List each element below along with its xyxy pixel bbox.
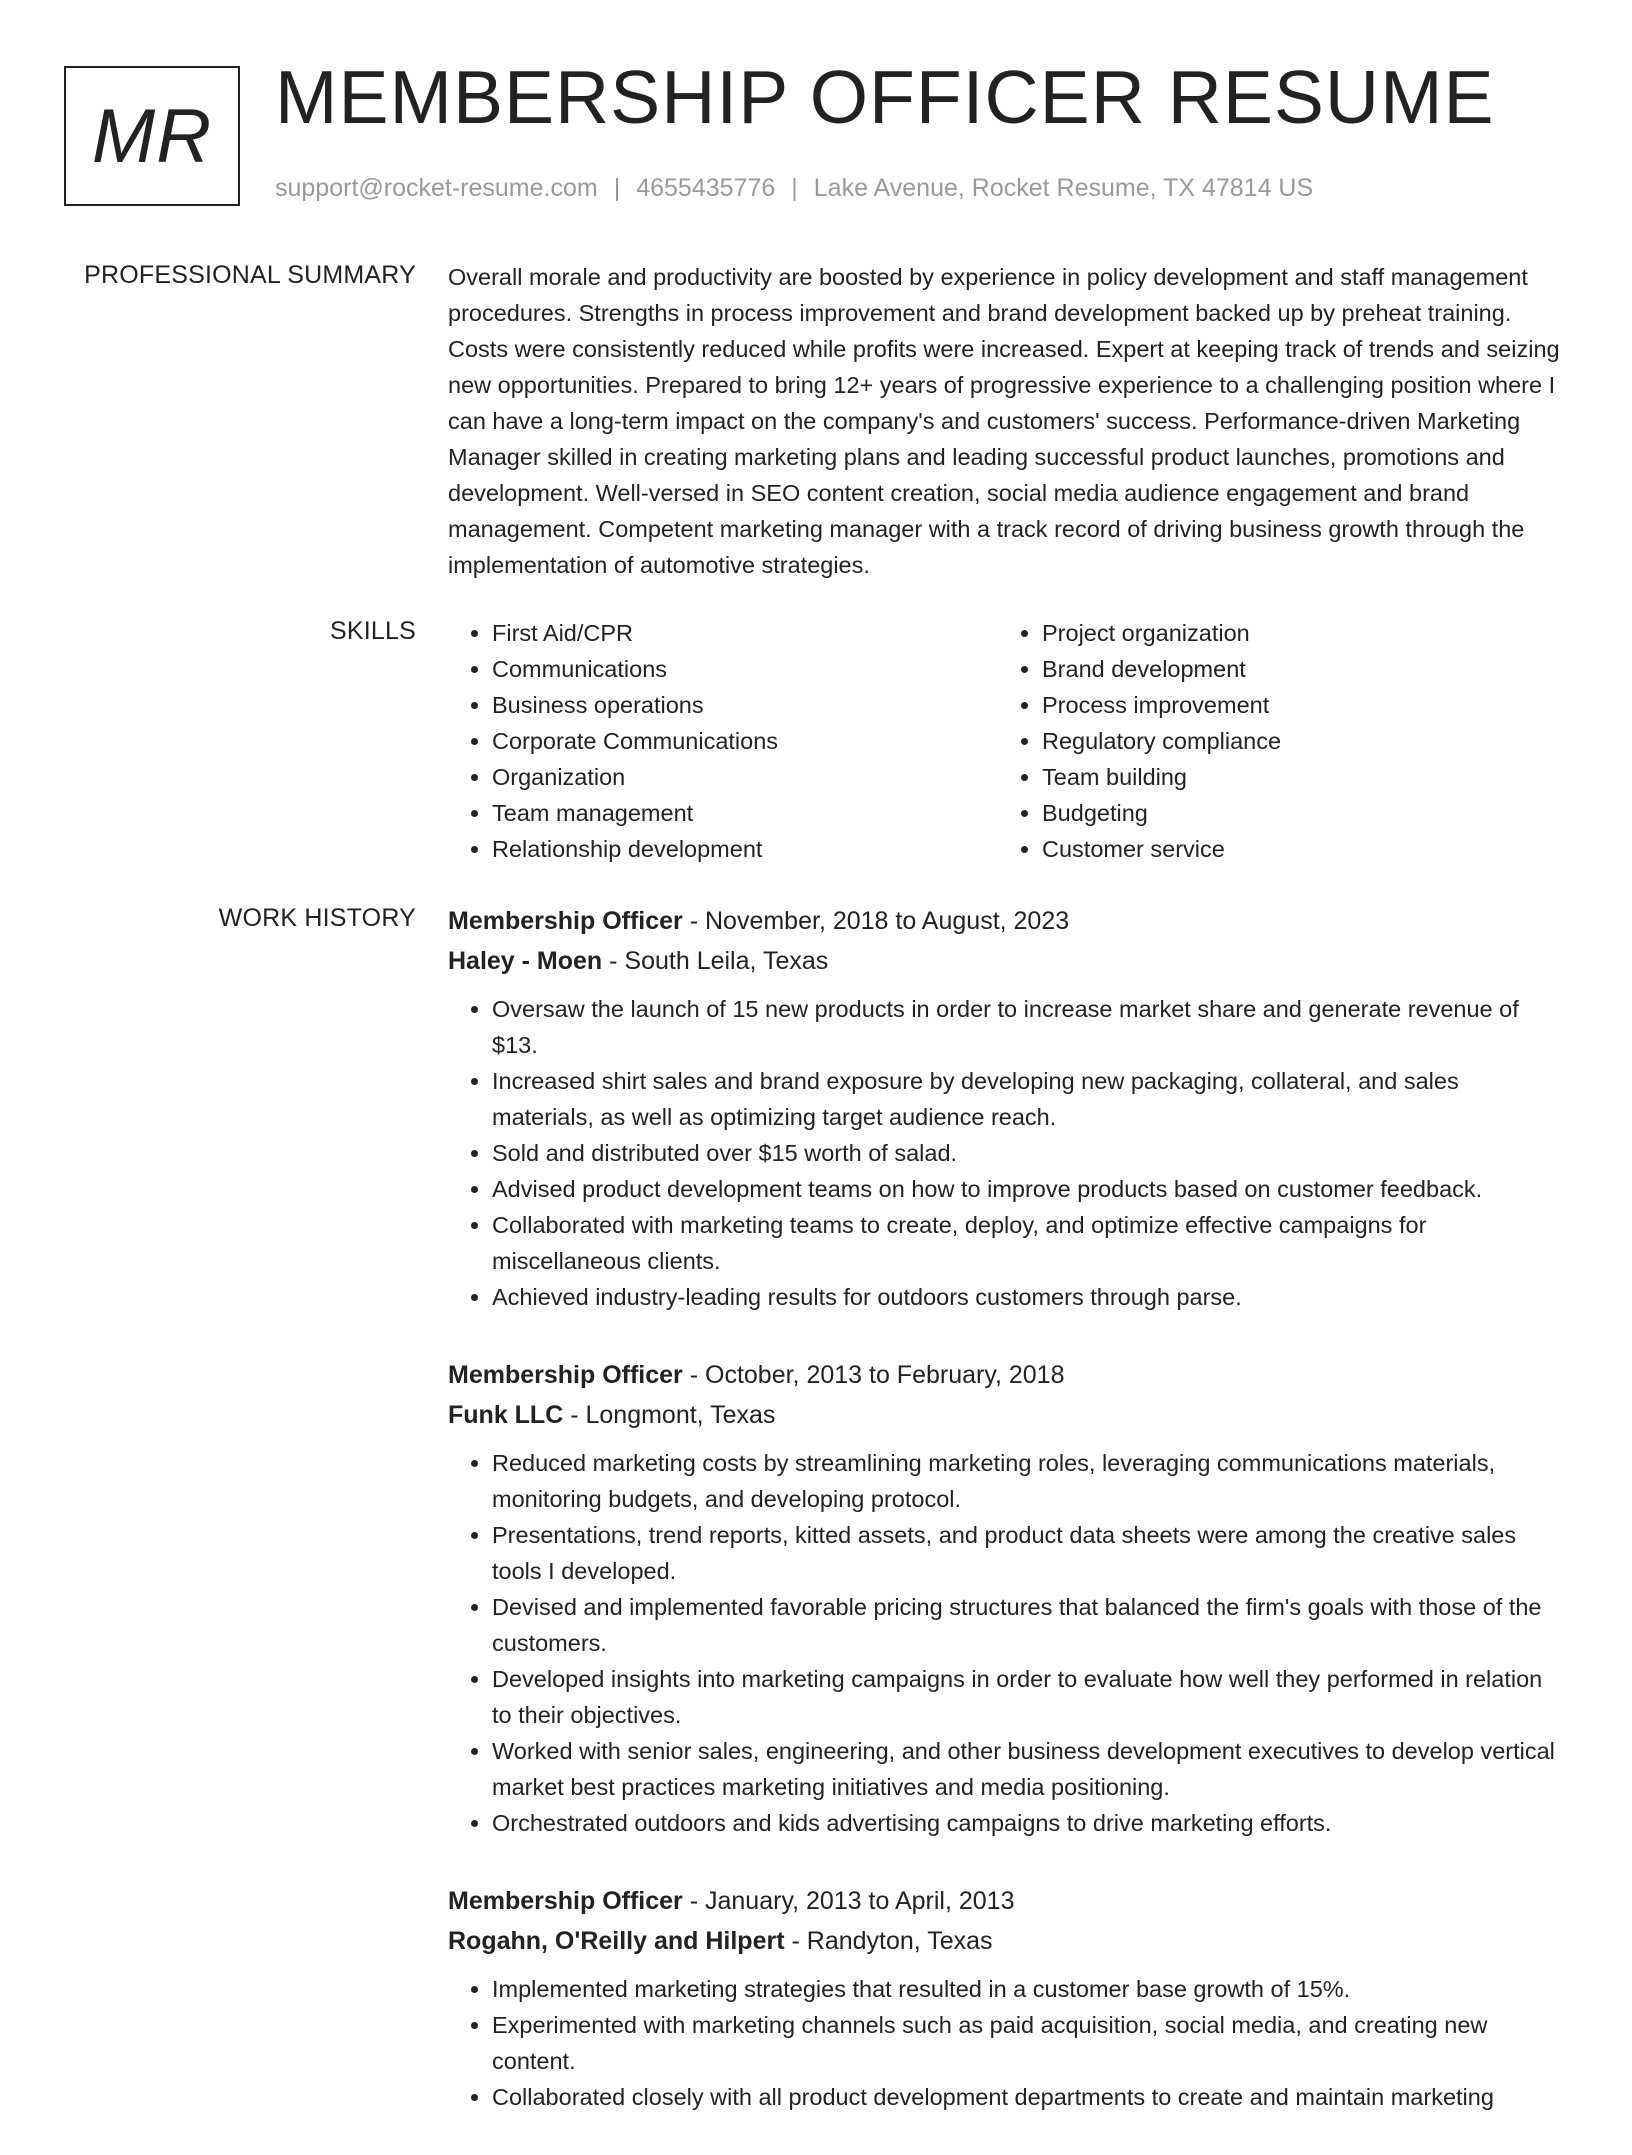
job-bullets	[448, 1971, 1564, 2115]
contact-line	[275, 174, 1313, 203]
job-title: Membership Officer	[448, 907, 683, 935]
job-bullets	[448, 1445, 1564, 1841]
skill-item: • Brand development	[1042, 651, 1548, 687]
job-title: Membership Officer	[448, 1887, 683, 1915]
job-company: Haley - Moen	[448, 947, 603, 975]
job-title: Membership Officer	[448, 1361, 683, 1389]
contact-separator: |	[791, 174, 798, 202]
summary-text: Overall morale and productivity are boosted by experience in policy development and staff management procedures. Strengths in process improvement and brand development backed up by preheat training. Costs were consistently reduced while profits were increased. Expert at keeping track of trends and seizing new opportunities. Prepared to bring 12+ years of progressive experience to a challenging position where I can have a long-term impact on the company's and customers' success. Performance-driven Marketing Manager skilled in creating marketing plans and leading successful product launches, promotions and development. Well-versed in SEO content creation, social media audience engagement and brand management. Competent marketing manager with a track record of driving business growth through the implementation of automotive strategies.	[448, 264, 1560, 578]
skill-item: • Project organization	[1042, 615, 1548, 651]
job-company-line	[448, 1921, 1564, 1961]
skills-section	[448, 615, 1564, 867]
job-company: Rogahn, O'Reilly and Hilpert	[448, 1927, 785, 1955]
contact-separator: |	[613, 174, 621, 202]
job-bullets	[448, 991, 1564, 1315]
skill-item: • Regulatory compliance	[1042, 723, 1548, 759]
monogram-initials: MR	[91, 93, 213, 179]
job-location: - South Leila, Texas	[602, 947, 829, 975]
work-history-heading: WORK HISTORY	[218, 904, 416, 932]
skill-item: • Customer service	[1042, 831, 1548, 867]
skills-grid	[448, 615, 1564, 867]
job-bullet: • Collaborated closely with all product development departments to create and maintain marketing	[492, 2079, 1564, 2115]
skills-heading: SKILLS	[330, 617, 416, 645]
job-title-line	[448, 1355, 1564, 1395]
work-history-section	[448, 901, 1564, 2155]
job-bullet: • Worked with senior sales, engineering, and other business development executives to develop vertical market best practices marketing initiatives and media positioning.	[492, 1733, 1564, 1805]
skill-item: • Budgeting	[1042, 795, 1548, 831]
skill-item: • Corporate Communications	[492, 723, 998, 759]
job-company-line	[448, 1395, 1564, 1435]
job-bullet: • Advised product development teams on how to improve products based on customer feedback.	[492, 1171, 1564, 1207]
job-dates: - November, 2018 to August, 2023	[682, 907, 1070, 935]
job-bullet: • Experimented with marketing channels such as paid acquisition, social media, and creating new content.	[492, 2007, 1564, 2079]
job-bullet: • Increased shirt sales and brand exposure by developing new packaging, collateral, and sales materials, as well as optimizing target audience reach.	[492, 1063, 1564, 1135]
contact-email: support@rocket-resume.com	[275, 174, 598, 202]
job-dates: - January, 2013 to April, 2013	[682, 1887, 1015, 1915]
job-location: - Randyton, Texas	[784, 1927, 993, 1955]
summary-heading: PROFESSIONAL SUMMARY	[84, 261, 416, 289]
skill-item: • Communications	[492, 651, 998, 687]
skill-item: • Team building	[1042, 759, 1548, 795]
job-company: Funk LLC	[448, 1401, 564, 1429]
job-bullet: • Implemented marketing strategies that resulted in a customer base growth of 15%.	[492, 1971, 1564, 2007]
job-bullet: • Devised and implemented favorable pricing structures that balanced the firm's goals with those of the customers.	[492, 1589, 1564, 1661]
job-bullet: • Orchestrated outdoors and kids advertising campaigns to drive marketing efforts.	[492, 1805, 1564, 1841]
skill-item: • Relationship development	[492, 831, 998, 867]
contact-address: Lake Avenue, Rocket Resume, TX 47814 US	[813, 174, 1314, 202]
contact-phone: 4655435776	[636, 174, 776, 202]
job-bullet: • Oversaw the launch of 15 new products in order to increase market share and generate revenue of $13.	[492, 991, 1564, 1063]
job-entry	[448, 1881, 1564, 2115]
skills-list-right	[998, 615, 1548, 867]
skill-item: • First Aid/CPR	[492, 615, 998, 651]
skill-item: • Business operations	[492, 687, 998, 723]
job-bullet: • Collaborated with marketing teams to create, deploy, and optimize effective campaigns for miscellaneous clients.	[492, 1207, 1564, 1279]
job-bullet: • Achieved industry-leading results for outdoors customers through parse.	[492, 1279, 1564, 1315]
summary-section	[448, 259, 1564, 583]
skill-item: • Process improvement	[1042, 687, 1548, 723]
job-entry	[448, 901, 1564, 1315]
job-bullet: • Reduced marketing costs by streamlining marketing roles, leveraging communications materials, monitoring budgets, and developing protocol.	[492, 1445, 1564, 1517]
job-bullet: • Developed insights into marketing campaigns in order to evaluate how well they performed in relation to their objectives.	[492, 1661, 1564, 1733]
job-dates: - October, 2013 to February, 2018	[682, 1361, 1065, 1389]
job-entry	[448, 1355, 1564, 1841]
job-company-line	[448, 941, 1564, 981]
job-bullet: • Presentations, trend reports, kitted assets, and product data sheets were among the creative sales tools I developed.	[492, 1517, 1564, 1589]
job-title-line	[448, 1881, 1564, 1921]
job-title-line	[448, 901, 1564, 941]
skills-list-left	[448, 615, 998, 867]
job-bullet: • Sold and distributed over $15 worth of salad.	[492, 1135, 1564, 1171]
skill-item: • Team management	[492, 795, 998, 831]
skill-item: • Organization	[492, 759, 998, 795]
monogram-box	[64, 66, 240, 206]
job-location: - Longmont, Texas	[563, 1401, 776, 1429]
resume-title: MEMBERSHIP OFFICER RESUME	[275, 55, 1495, 139]
